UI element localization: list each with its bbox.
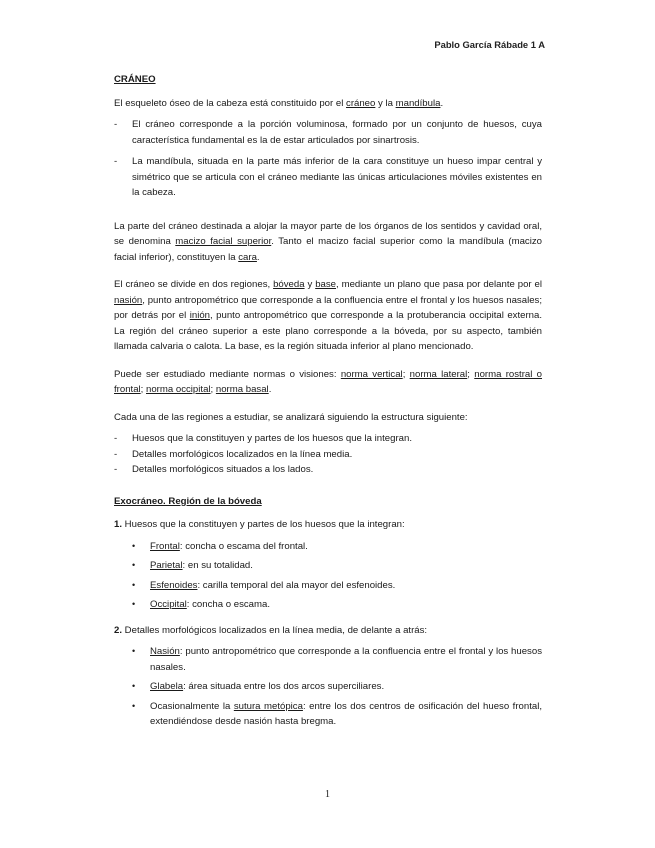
list-item: • Ocasionalmente la sutura metópica: entre los dos centros de osificación del hueso frontal, extendiéndose desde nasión hasta bregma.: [132, 700, 543, 727]
bullet-icon: •: [132, 540, 136, 551]
intro-list: [114, 117, 542, 201]
term-inion: inión: [189, 310, 211, 321]
list-item: - El cráneo corresponde a la porción voluminosa, formado por un conjunto de huesos, cuya característica fundamental es la de estar articulados por sinartrosis.: [114, 117, 542, 148]
list-item: • Parietal: en su totalidad.: [114, 558, 542, 574]
term-norma-occipital: norma occipital: [146, 384, 211, 395]
intro-paragraph: El esqueleto óseo de la cabeza está constituido por el cráneo y la mandíbula.: [114, 97, 444, 109]
page-header-author: Pablo García Rábade 1 A: [434, 39, 545, 50]
normas-paragraph: Puede ser estudiado mediante normas o visiones: norma vertical; norma lateral; norma rostral o frontal; norma occipital; norma basal.: [114, 368, 543, 395]
list-item: • Occipital: concha o escama.: [114, 597, 542, 613]
list-item: - Detalles morfológicos situados a los lados.: [114, 462, 542, 478]
subsection-1-title: 1. Huesos que la constituyen y partes de los huesos que la integran:: [114, 519, 405, 530]
estructura-paragraph: Cada una de las regiones a estudiar, se analizará siguiendo la estructura siguiente:: [114, 411, 468, 423]
bullet-icon: •: [132, 579, 136, 590]
bullet-icon: •: [132, 599, 136, 609]
list-item: • Nasión: punto antropométrico que corresponde a la confluencia entre el frontal y los huesos nasales.: [132, 646, 542, 673]
term-parietal: Parietal: [150, 560, 183, 571]
term-norma-basal: norma basal: [215, 384, 269, 395]
subsection-1-list: [114, 539, 542, 613]
term-frontal: Frontal: [150, 540, 180, 552]
macizo-paragraph: La parte del cráneo destinada a alojar la mayor parte de los órganos de los sentidos y cavidad oral, se denomina macizo facial superior. Tanto el macizo facial superior como la mandíbula (macizo facial inferior), constituyen la cara.: [114, 220, 542, 263]
page-number: 1: [325, 789, 330, 800]
bullet-icon: •: [132, 560, 136, 570]
bullet-icon: •: [132, 700, 136, 711]
term-mandibula: mandíbula: [395, 97, 441, 109]
term-macizo-facial-superior: macizo facial superior: [175, 236, 272, 247]
list-item: • Esfenoides: carilla temporal del ala mayor del esfenoides.: [114, 578, 542, 594]
term-norma-rostral: norma rostral o frontal: [114, 368, 543, 395]
term-glabela: Glabela: [150, 681, 184, 692]
term-nasion: nasión: [114, 294, 143, 306]
term-cara: cara: [238, 251, 257, 263]
list-item: - Detalles morfológicos localizados en la línea media.: [114, 447, 542, 463]
document-body: [114, 72, 542, 734]
list-item: - Huesos que la constituyen y partes de los huesos que la integran.: [114, 431, 542, 447]
list-item: • Glabela: área situada entre los dos arcos superciliares.: [114, 679, 542, 695]
regiones-paragraph: El cráneo se divide en dos regiones, bóveda y base, mediante un plano que pasa por delante por el nasión, punto antropométrico que corresponde a la confluencia entre el frontal y los huesos nasales; por detrás por el inión, punto antropométrico que corresponde a la protuberancia occipital externa. La región del cráneo superior a este plano corresponde a la bóveda, por su aspecto, también llamada calvaria o calota. La base, es la región situada inferior al plano mencionado.: [114, 279, 542, 352]
term-sutura-metopica: sutura metópica: [233, 700, 303, 712]
document-title: CRÁNEO: [114, 74, 156, 85]
bullet-icon: •: [132, 681, 136, 691]
term-norma-vertical: norma vertical: [340, 368, 403, 380]
term-base: base: [315, 279, 336, 290]
term-norma-lateral: norma lateral: [409, 368, 468, 380]
estructura-list: [114, 431, 542, 478]
subsection-2-list: [114, 644, 542, 730]
term-nasion-2: Nasión: [150, 646, 180, 657]
subsection-2-title: 2. Detalles morfológicos localizados en la línea media, de delante a atrás:: [114, 624, 428, 636]
term-boveda: bóveda: [273, 279, 305, 290]
term-occipital: Occipital: [150, 599, 187, 610]
bullet-icon: •: [132, 646, 136, 656]
term-craneo: cráneo: [346, 97, 376, 109]
section-title: Exocráneo. Región de la bóveda: [114, 495, 262, 507]
term-esfenoides: Esfenoides: [150, 579, 198, 591]
list-item: - La mandíbula, situada en la parte más inferior de la cara constituye un hueso impar central y simétrico que se articula con el cráneo mediante las únicas articulaciones móviles existentes en la cabeza.: [114, 154, 542, 201]
list-item: • Frontal: concha o escama del frontal.: [114, 539, 542, 555]
